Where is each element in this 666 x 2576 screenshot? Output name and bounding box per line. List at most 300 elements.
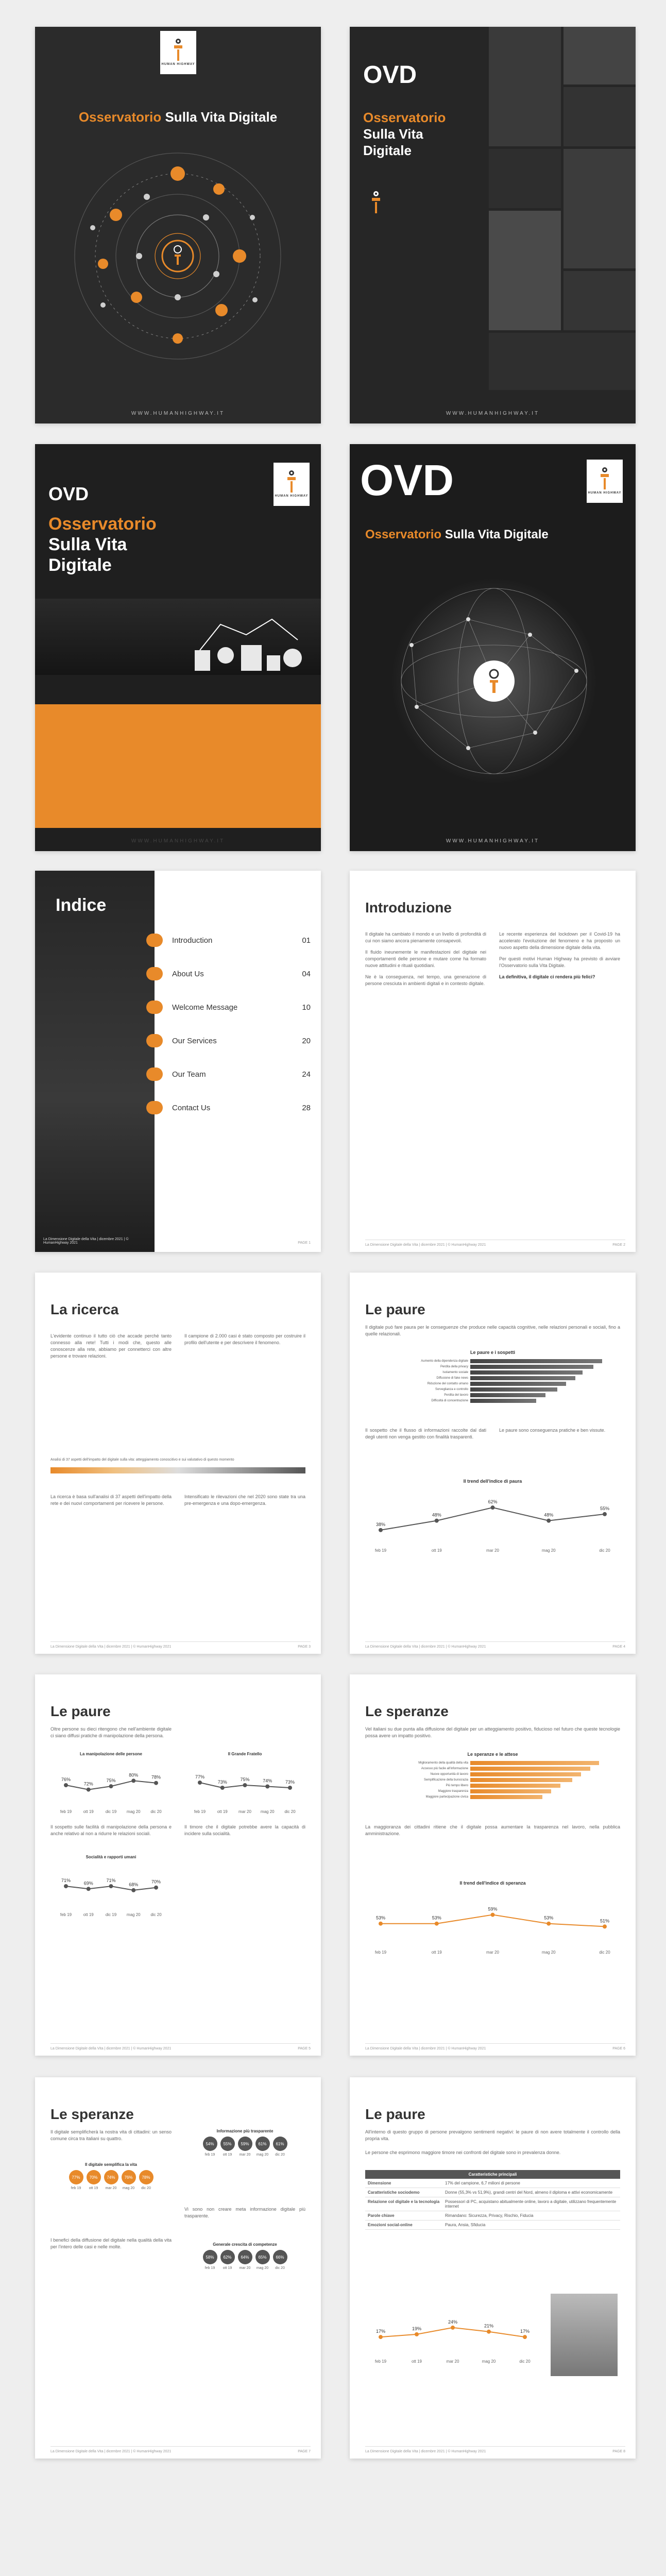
trend-axis-label: feb 19: [60, 1809, 72, 1814]
table-key: Caratteristiche sociodemo: [365, 2188, 442, 2197]
cover-3-title: [48, 514, 157, 575]
speranze-hbar-chart: [365, 1761, 620, 1801]
page-footer: [365, 1240, 625, 1247]
trend-value-label: 17%: [375, 2329, 386, 2334]
trend-value-label: 71%: [61, 1878, 71, 1884]
hbar-fill: [470, 1789, 551, 1793]
hbar-row: [365, 1795, 620, 1799]
circle-axis-label: mar 20: [239, 2153, 251, 2157]
cover-4-title: [365, 528, 549, 542]
trend-point: [379, 2335, 383, 2339]
trend-axis-label: mar 20: [486, 1950, 499, 1955]
hbar-label: Riduzione del contatto umano: [427, 1382, 468, 1385]
hbar-row: [365, 1376, 620, 1380]
paure-trend-chart: [365, 1488, 620, 1555]
trend-value-label: 73%: [217, 1780, 227, 1785]
footer-text: La Dimensione Digitale della Vita | dicembre 2021 | © HumanHighway 2021: [365, 2047, 486, 2050]
circle-axis-label: dic 20: [141, 2187, 151, 2190]
page-footer: [365, 1641, 625, 1649]
speranze-intro: Vel italiani su due punta alla diffusione del digitale per un atteggiamento positivo, fiducioso nel futuro che queste tecnologie possa avere un impatto positivo.: [365, 1726, 620, 1738]
paure-title: Le paure: [365, 2106, 425, 2122]
paure-body: Le persone che esprimono maggiore timore nei confronti del digitale sono in prevalenza donne.: [365, 2150, 561, 2155]
trend-value-label: 48%: [432, 1512, 441, 1518]
hbar-row: [365, 1767, 620, 1771]
trend-value-label: 53%: [375, 1915, 386, 1921]
circle-axis-label: mag 20: [256, 2153, 269, 2157]
trend-point: [435, 1519, 439, 1523]
hbar-label: Perdita della privacy: [440, 1365, 468, 1368]
table-row: [365, 2211, 620, 2221]
hbar-fill: [470, 1370, 583, 1375]
hbar-fill: [470, 1795, 542, 1799]
brand-logo: [160, 31, 196, 74]
intro-page: [350, 871, 636, 1252]
trend-axis-label: feb 19: [374, 2359, 387, 2364]
trend-axis-label: ott 19: [431, 1950, 442, 1955]
trend-point: [288, 1786, 292, 1790]
toc-page: 20: [302, 1036, 311, 1045]
hbar-label: Difficoltà di concentrazione: [431, 1399, 468, 1402]
table-key: Relazione col digitale e la tecnologia: [365, 2197, 442, 2211]
cover-3: [35, 444, 321, 851]
hbar-row: [365, 1784, 620, 1788]
toc-page: 10: [302, 1003, 311, 1012]
page-number: PAGE 8: [612, 2450, 625, 2453]
circle-axis-label: feb 19: [204, 2266, 215, 2270]
chart-title: Socialità e rapporti umani: [86, 1855, 136, 1859]
circle-value: 64%: [238, 2250, 252, 2264]
table-value: Possessori di PC, acquistano abitualmente online, lavoro a digitale, utilizzano frequentemente internet: [442, 2197, 620, 2211]
trend-value-label: 62%: [488, 1499, 498, 1505]
page-footer: [50, 1641, 311, 1649]
trend-axis-label: feb 19: [374, 1950, 387, 1955]
footer-text: La Dimensione Digitale della Vita | dicembre 2021 | © HumanHighway 2021: [365, 2450, 486, 2453]
paure-body: Il sospetto sulle facilità di manipolazione della persona e anche relativo al non a ridurre le relazioni sociali.: [50, 1824, 172, 1836]
hbar-row: [365, 1382, 620, 1386]
paure-col-right: Le paure sono conseguenza pratiche e ben vissute.: [499, 1428, 606, 1433]
speranze-page-1: [350, 1674, 636, 2056]
table-key: Dimensione: [365, 2179, 442, 2188]
trend-point: [523, 2335, 527, 2339]
ricerca-paragraph: L'evidente continuo il tutto ciò che accade perché tanto connesso alla rete! Tutti i modi che, questo alle conoscenze alla rete, abbiamo per connetterci con altre persone e trovare relazioni.: [50, 1333, 172, 1359]
toc-item[interactable]: [155, 964, 321, 984]
hbar-row: [365, 1370, 620, 1375]
paure-title: Le paure: [50, 1703, 111, 1719]
index-caption: La Dimensione Digitale della Vita | dicembre 2021 | © HumanHighway 2021: [43, 1238, 129, 1245]
table-title: Caratteristiche principali: [365, 2170, 620, 2179]
ricerca-col-left: [50, 1328, 172, 1364]
circle-value: 55%: [220, 2137, 235, 2151]
toc-item[interactable]: [155, 930, 321, 950]
cover-4: [350, 444, 636, 851]
circle-axis-label: feb 19: [71, 2187, 81, 2190]
paure-chart-title: Le paure e i sospetti: [470, 1350, 516, 1355]
cover-4-url[interactable]: WWW.HUMANHIGHWAY.IT: [446, 838, 540, 844]
trend-point: [198, 1781, 202, 1785]
intro-paragraph: Per questi motivi Human Highway ha previsto di avviare l'Osservatorio sulla Vita Digitale.: [499, 956, 620, 968]
hbar-label: Aumento della dipendenza digitale: [421, 1360, 468, 1363]
cover-2-url[interactable]: WWW.HUMANHIGHWAY.IT: [446, 411, 540, 416]
paure-page-1: [350, 1273, 636, 1654]
circle-axis-label: dic 20: [275, 2266, 285, 2270]
hbar-row: [365, 1359, 620, 1363]
trend-value-label: 75%: [106, 1778, 116, 1784]
circle-value: 78%: [139, 2170, 153, 2184]
speranze-title: Le speranze: [365, 1703, 449, 1719]
toc-bullet: [146, 1001, 163, 1014]
cover-1-title-white: Sulla Vita Digitale: [165, 109, 278, 125]
table-key: Emozioni social-online: [365, 2221, 442, 2230]
intro-paragraph: La definitiva, il digitale ci rendera più felici?: [499, 974, 595, 979]
cover-3-line-3: Digitale: [48, 555, 112, 575]
trend-axis-label: dic 20: [599, 1950, 610, 1955]
toc-label: Welcome Message: [172, 1003, 238, 1012]
speranze-body: I benefici della diffusione del digitale nella qualità della vita per l'intero delle casi e nelle molte.: [50, 2238, 172, 2249]
cover-1: [35, 27, 321, 423]
trend-axis-label: mag 20: [541, 1548, 556, 1553]
person-photo: [551, 2294, 618, 2376]
page-number: PAGE 7: [298, 2450, 311, 2453]
manipolazione-chart: [50, 1759, 172, 1816]
brand-name: HUMAN HIGHWAY: [275, 495, 309, 498]
social-network-graphic: [62, 140, 294, 372]
index-page: [35, 871, 321, 1252]
circle-axis-label: mag 20: [122, 2187, 135, 2190]
cover-2-line-1: Osservatorio: [363, 110, 446, 125]
hbar-label: Diffusione di fake news: [436, 1377, 468, 1380]
trend-point: [109, 1884, 113, 1888]
toc-bullet: [146, 1101, 163, 1114]
hbar-label: Miglioramento della qualità della vita: [418, 1761, 468, 1765]
circle-axis-label: ott 19: [89, 2187, 98, 2190]
intro-paragraph: Ne è la conseguenza, nel tempo, una generazione di persone cresciuta in ambienti digitali e in contesto digitale.: [365, 974, 486, 986]
toc-label: Our Services: [172, 1036, 217, 1045]
page-footer: [365, 2043, 625, 2050]
cover-2-line-2: Sulla Vita: [363, 126, 423, 142]
trend-axis-label: mar 20: [446, 2359, 459, 2364]
trend-value-label: 73%: [285, 1780, 295, 1785]
cover-1-title-orange: Osservatorio: [78, 109, 162, 125]
circle-axis-label: ott 19: [223, 2266, 232, 2270]
page-footer: [50, 2446, 311, 2453]
paure-col-left: Il sospetto che il flusso di informazioni raccolte dal dati degli utenti non venga gestito con finalità trasparenti.: [365, 1428, 486, 1439]
hbar-row: [365, 1778, 620, 1782]
hbar-label: Accesso più facile all'informazione: [421, 1767, 468, 1770]
trend-axis-label: mag 20: [260, 1809, 275, 1814]
trend-axis-label: mag 20: [482, 2359, 496, 2364]
toc-label: Our Team: [172, 1070, 206, 1079]
trend-axis-label: feb 19: [194, 1809, 206, 1814]
toc-label: About Us: [172, 969, 204, 978]
brand-logo: [587, 460, 623, 503]
paure-intro: Oltre persone su dieci ritengono che nell'ambiente digitale ci siano diffusi pratiche di manipolazione della persona.: [50, 1726, 172, 1738]
trend-point: [131, 1778, 135, 1783]
circle-axis-label: mar 20: [239, 2266, 251, 2270]
trend-axis-label: dic 20: [519, 2359, 531, 2364]
table-value: Donne (55,3% vs 51,9%), grandi centri del Nord, almeno il diploma e attivi economicamente: [442, 2188, 620, 2197]
trend-value-label: 21%: [484, 2323, 494, 2329]
speranze-body: La maggioranza dei cittadini ritiene che il digitale possa aumentare la trasparenza nel lavoro, nella pubblica amministrazione.: [365, 1824, 620, 1836]
brand-name: HUMAN HIGHWAY: [161, 63, 195, 66]
speranze-trend-chart: [365, 1890, 620, 1957]
hbar-fill: [470, 1382, 566, 1386]
paure-page-2: [35, 1674, 321, 2056]
network-globe-graphic: [365, 552, 623, 810]
trend-value-label: 53%: [432, 1915, 441, 1921]
hbar-label: Semplificazione della burocrazia: [423, 1778, 468, 1782]
cover-1-title: [35, 109, 321, 125]
hbar-row: [365, 1365, 620, 1369]
cover-4-title-orange: Osservatorio: [365, 528, 442, 541]
cover-3-line-2: Sulla Vita: [48, 535, 127, 554]
chart-title: Generale crescita di competenze: [213, 2242, 277, 2247]
circle-value: 65%: [255, 2250, 270, 2264]
trend-axis-label: ott 19: [431, 1548, 442, 1553]
circle-chart-competenze: [184, 2250, 305, 2270]
table-row: [365, 2221, 620, 2230]
trend-value-label: 70%: [151, 1879, 161, 1885]
trend-axis-label: dic 19: [105, 1912, 117, 1917]
hbar-row: [365, 1761, 620, 1765]
intro-col-right: [499, 926, 620, 985]
speranze-title: Le speranze: [50, 2106, 134, 2122]
speranze-trend-title: Il trend dell'indice di speranza: [459, 1880, 526, 1886]
speranze-intro: Il digitale semplificherà la nostra vita di cittadini: un senso comune circa tra italiani su quattro.: [50, 2129, 172, 2141]
chart-title: Informazione più trasparente: [216, 2129, 274, 2133]
ricerca-gradient-bar: [50, 1467, 305, 1473]
ricerca-col-left-2: [50, 1489, 172, 1512]
cover-4-acronym: OVD: [360, 456, 454, 504]
circle-chart-trasparente: [184, 2137, 305, 2157]
trend-axis-label: mar 20: [486, 1548, 499, 1553]
trend-value-label: 24%: [448, 2319, 458, 2325]
hbar-fill: [470, 1387, 557, 1392]
trend-value-label: 74%: [263, 1778, 272, 1784]
paure-intro: Il digitale può fare paura per le conseguenze che produce nelle capacità cognitive, nelle relazioni personali e sociali, fino a quelle relazionali.: [365, 1325, 620, 1336]
toc-page: 01: [302, 936, 311, 945]
brand-logo: [363, 187, 389, 218]
trend-value-label: 71%: [106, 1878, 116, 1884]
hbar-label: Maggiore partecipazione civica: [425, 1795, 468, 1799]
circle-value: 66%: [273, 2250, 287, 2264]
circle-value: 62%: [220, 2250, 235, 2264]
hbar-label: Maggiore trasparenza: [438, 1790, 468, 1793]
hbar-row: [365, 1393, 620, 1397]
paure-title: Le paure: [365, 1301, 425, 1317]
hbar-row: [365, 1399, 620, 1403]
footer-text: La Dimensione Digitale della Vita | dicembre 2021 | © HumanHighway 2021: [50, 1645, 172, 1649]
toc-page: 24: [302, 1070, 311, 1079]
cover-3-line-1: Osservatorio: [48, 514, 157, 534]
trend-point: [547, 1922, 551, 1926]
trend-point: [64, 1783, 68, 1787]
page-number: PAGE 1: [298, 1241, 311, 1245]
cover-1-url[interactable]: WWW.HUMANHIGHWAY.IT: [131, 411, 225, 416]
hbar-fill: [470, 1778, 572, 1782]
circle-axis-label: feb 19: [204, 2153, 215, 2157]
ricerca-paragraph: Il campione di 2.000 casi è stato composto per costruire il profilo dell'utente e per descrivere il fenomeno.: [184, 1333, 305, 1345]
circle-axis-label: ott 19: [223, 2153, 232, 2157]
cover-2: [350, 27, 636, 423]
cover-4-title-white: Sulla Vita Digitale: [445, 528, 549, 541]
intro-title: Introduzione: [365, 900, 452, 916]
toc-item[interactable]: [155, 1098, 321, 1117]
trend-value-label: 78%: [151, 1774, 161, 1780]
trend-value-label: 48%: [544, 1512, 554, 1518]
ricerca-col-right: [184, 1328, 305, 1351]
trend-value-label: 19%: [412, 2326, 422, 2331]
hbar-fill: [470, 1767, 590, 1771]
trend-axis-label: dic 20: [599, 1548, 610, 1553]
cover-2-title: [363, 109, 446, 159]
trend-point: [491, 1913, 495, 1917]
circle-axis-label: mag 20: [256, 2266, 269, 2270]
trend-point: [131, 1888, 135, 1892]
paure-hbar-chart: [365, 1359, 620, 1404]
page-footer: [365, 2446, 625, 2453]
brand-logo: [274, 463, 310, 506]
trend-value-label: 38%: [375, 1521, 386, 1527]
speranze-body: Vi sono non creare meta informazione digitale più trasparente.: [184, 2207, 305, 2218]
chart-title: Il digitale semplifica la vita: [85, 2162, 137, 2167]
toc-page: 04: [302, 969, 311, 978]
trend-value-label: 77%: [195, 1774, 205, 1780]
trend-value-label: 69%: [83, 1880, 93, 1886]
circle-value: 74%: [104, 2170, 118, 2184]
index-list: [155, 930, 321, 1131]
circle-value: 61%: [273, 2137, 287, 2151]
paure-intro: All'interno di questo gruppo di persone prevalgono sentimenti negativi: le paure di non avere totalmente il controllo della propria vita.: [365, 2129, 620, 2141]
trend-axis-label: mag 20: [541, 1950, 556, 1955]
index-photo-panel: [35, 871, 155, 1252]
trend-point: [64, 1884, 68, 1888]
trend-point: [491, 1505, 495, 1510]
paure-trend-title: Il trend dell'indice di paura: [463, 1479, 522, 1484]
trend-point: [451, 2326, 455, 2330]
trend-point: [243, 1783, 247, 1787]
toc-bullet: [146, 967, 163, 980]
digital-life-icons: [190, 614, 313, 676]
hbar-fill: [470, 1399, 536, 1403]
trend-axis-label: ott 19: [217, 1809, 228, 1814]
trend-value-label: 51%: [600, 1918, 610, 1924]
chart-title: La manipolazione delle persone: [80, 1752, 142, 1756]
toc-bullet: [146, 934, 163, 947]
speranze-page-2: [35, 2077, 321, 2459]
trend-axis-label: dic 20: [284, 1809, 296, 1814]
paure-page-3: [350, 2077, 636, 2459]
cover-3-url[interactable]: WWW.HUMANHIGHWAY.IT: [131, 838, 225, 844]
trend-point: [220, 1786, 225, 1790]
trend-axis-label: dic 19: [105, 1809, 117, 1814]
ricerca-title: La ricerca: [50, 1301, 119, 1317]
hbar-fill: [470, 1359, 602, 1363]
hbar-row: [365, 1387, 620, 1392]
footer-text: La Dimensione Digitale della Vita | dicembre 2021 | © HumanHighway 2021: [365, 1645, 486, 1649]
trend-value-label: 75%: [240, 1777, 250, 1782]
table-row: [365, 2188, 620, 2197]
trend-point: [87, 1887, 91, 1891]
table-value: Paura, Ansia, Sfiducia: [442, 2221, 620, 2230]
table-row: [365, 2197, 620, 2211]
toc-label: Contact Us: [172, 1103, 211, 1112]
circle-chart-semplifica: [50, 2170, 172, 2190]
trend-point: [109, 1784, 113, 1788]
trend-axis-label: mag 20: [126, 1809, 141, 1814]
ricerca-paragraph: Intensificato le rilevazioni che nel 2020 sono state tra una pre-emergenza e una dopo-emergenza.: [184, 1494, 305, 1506]
trend-point: [415, 2332, 419, 2336]
circle-value: 61%: [255, 2137, 270, 2151]
hbar-fill: [470, 1365, 593, 1369]
toc-item[interactable]: [155, 1064, 321, 1084]
paure-table: [365, 2170, 620, 2230]
cover-3-acronym: OVD: [48, 483, 89, 504]
page-number: PAGE 2: [612, 1243, 625, 1247]
table-row: [365, 2179, 620, 2188]
hbar-label: Sorveglianza e controllo: [435, 1388, 468, 1391]
paure3-trend-chart: [365, 2304, 540, 2366]
page-number: PAGE 5: [298, 2047, 311, 2050]
intro-paragraph: Il digitale ha cambiato il mondo e un livello di profondità di cui non siamo ancora pienamente consapevoli.: [365, 931, 486, 943]
trend-point: [154, 1886, 158, 1890]
circle-axis-label: mar 20: [105, 2187, 117, 2190]
trend-axis-label: feb 19: [60, 1912, 72, 1917]
hbar-fill: [470, 1761, 599, 1765]
trend-point: [603, 1924, 607, 1928]
trend-value-label: 53%: [544, 1915, 554, 1921]
trend-line: [381, 1507, 605, 1530]
paure-body: Il timore che il digitale potrebbe avere la capacità di incidere sulla socialità.: [184, 1824, 305, 1836]
trend-axis-label: ott 19: [83, 1809, 94, 1814]
toc-item[interactable]: [155, 1031, 321, 1050]
trend-axis-label: ott 19: [83, 1912, 94, 1917]
trend-value-label: 55%: [600, 1505, 610, 1511]
grande-fratello-chart: [184, 1759, 305, 1816]
circle-value: 77%: [69, 2170, 83, 2184]
trend-axis-label: dic 20: [150, 1809, 162, 1814]
trend-value-label: 80%: [129, 1772, 139, 1778]
hbar-fill: [470, 1376, 575, 1380]
toc-item[interactable]: [155, 997, 321, 1017]
trend-point: [435, 1922, 439, 1926]
trend-axis-label: mar 20: [238, 1809, 251, 1814]
intro-paragraph: Le recente esperienza del lockdown per il Covid-19 ha accelerato l'evoluzione del fenomeno e ha proposto un nuovo aspetto della dimensione digitale della vita.: [499, 931, 620, 950]
table-value: Rimandano: Sicurezza, Privacy, Rischio, Fiducia: [442, 2211, 620, 2221]
ricerca-chart-title: Analisi di 37 aspetti dell'impatto del digitale sulla vita: atteggiamento conoscitivo e sui valutativo di questo momento: [50, 1458, 234, 1462]
hbar-fill: [470, 1772, 581, 1776]
trend-point: [547, 1519, 551, 1523]
circle-value: 54%: [203, 2137, 217, 2151]
page-number: PAGE 4: [612, 1645, 625, 1649]
page-footer: [50, 2043, 311, 2050]
trend-axis-label: ott 19: [411, 2359, 422, 2364]
keyboard-photo-grid: [489, 27, 636, 390]
trend-point: [379, 1922, 383, 1926]
trend-point: [87, 1788, 91, 1792]
circle-value: 76%: [122, 2170, 136, 2184]
ricerca-page: [35, 1273, 321, 1654]
ricerca-paragraph: La ricerca è basa sull'analisi di 37 aspetti dell'impatto della rete e dei nuovi comportamenti per ricevere le persone.: [50, 1494, 172, 1506]
circle-value: 70%: [87, 2170, 101, 2184]
hbar-fill: [470, 1784, 560, 1788]
hbar-fill: [470, 1393, 545, 1397]
index-title: Indice: [56, 895, 107, 915]
trend-point: [265, 1785, 269, 1789]
footer-text: La Dimensione Digitale della Vita | dicembre 2021 | © HumanHighway 2021: [50, 2047, 172, 2050]
cover-2-acronym: OVD: [363, 61, 417, 89]
toc-label: Introduction: [172, 936, 213, 945]
trend-value-label: 17%: [520, 2329, 530, 2334]
